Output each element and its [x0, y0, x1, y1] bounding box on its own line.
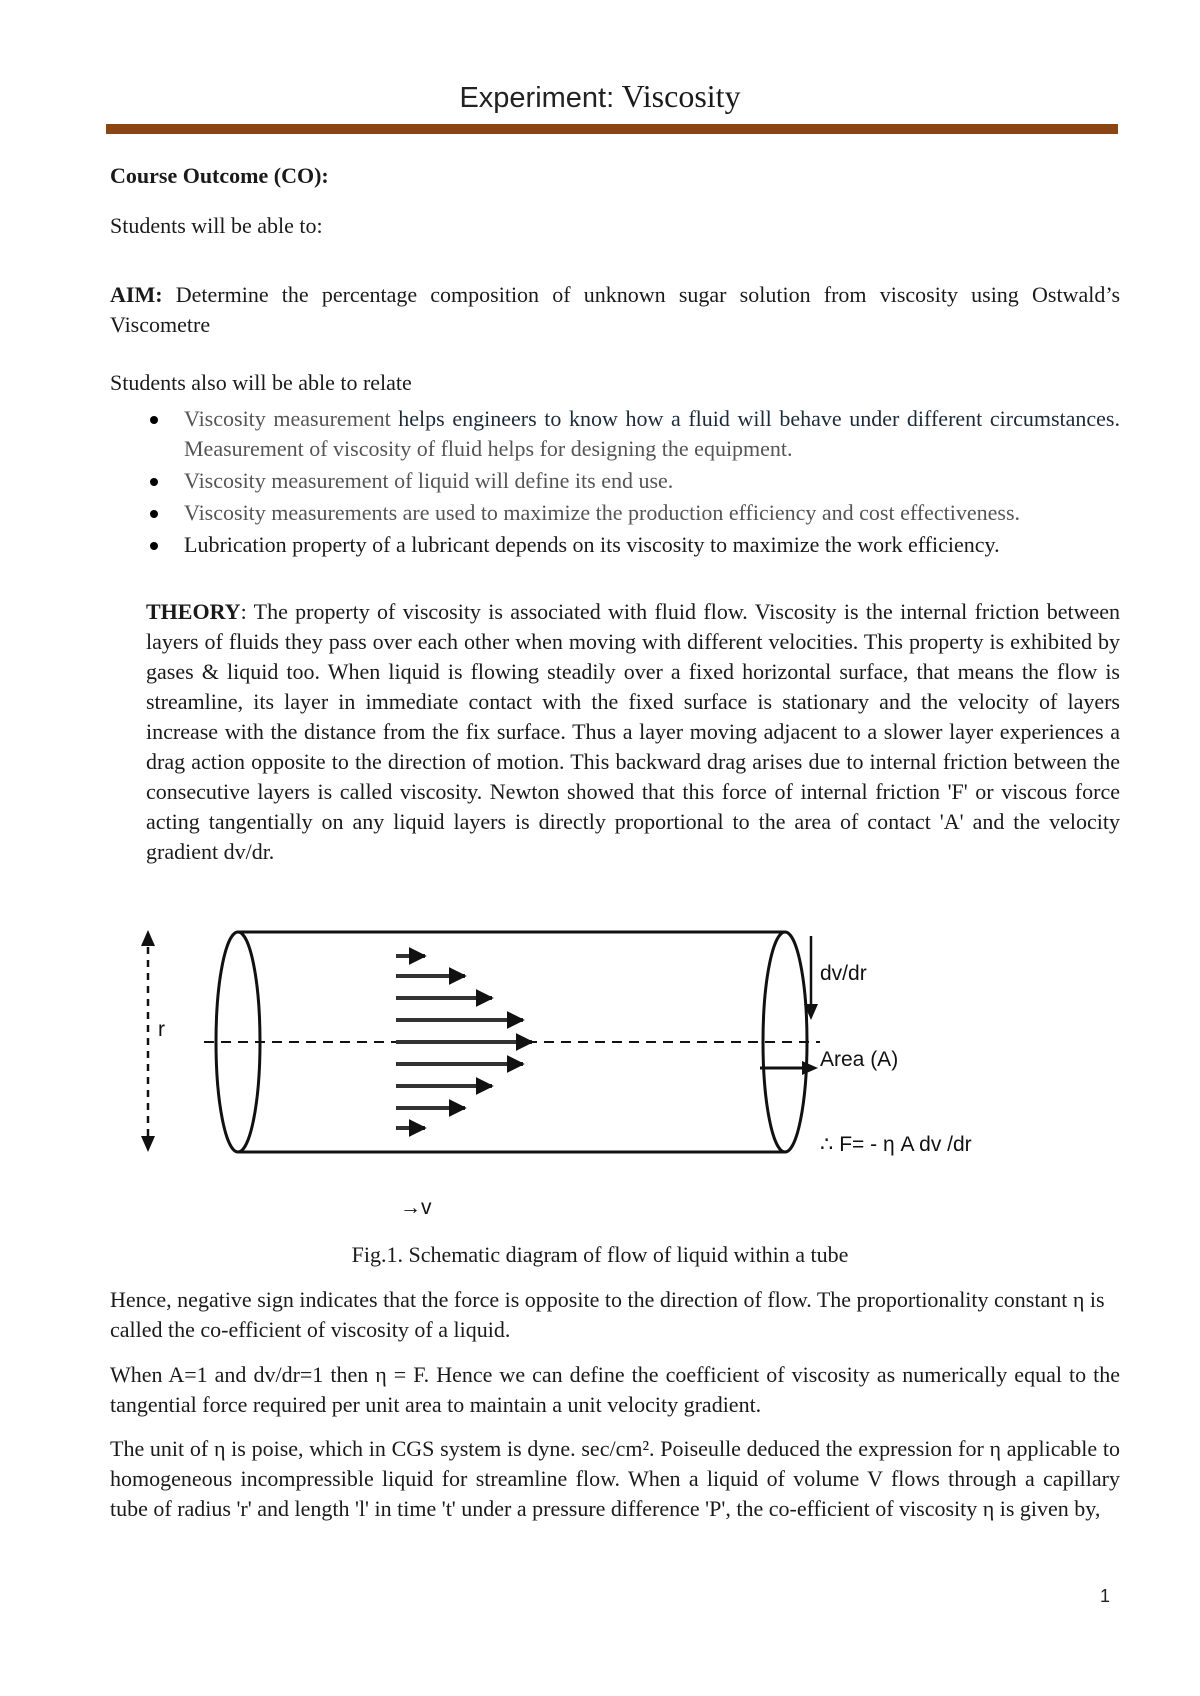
list-item — [110, 498, 1120, 528]
title-topic: Viscosity — [621, 78, 741, 114]
list-item-text: Measurement of viscosity of fluid helps for designing the equipment. — [184, 436, 793, 461]
page-title — [0, 76, 1200, 118]
list-item-text: helps engineers to know how a fluid will behave under different circumstances. — [390, 406, 1120, 431]
theory-text: : The property of viscosity is associated with fluid flow. Viscosity is the internal friction between layers of fluids they pass over each other when moving with different velocities. This property is exhibited by gases & liquid too. When liquid is flowing steadily over a fixed horizontal surface, that means the flow is streamline, its layer in immediate contact with the fixed surface is stationary and the velocity of layers increase with the distance from the fix surface. Thus a layer moving adjacent to a slower layer experiences a drag action opposite to the direction of motion. This backward drag arises due to internal friction between the consecutive layers is called viscosity. Newton showed that this force of internal friction 'F' or viscous force acting tangentially on any liquid layers is directly proportional to the area of contact 'A' and the velocity gradient dv/dr. — [146, 599, 1120, 864]
aim-text: Determine the percentage composition of unknown sugar solution from viscosity using Ostwald’s Viscometre — [110, 282, 1120, 337]
bullet-icon — [150, 416, 158, 424]
course-outcome-heading: Course Outcome (CO): — [110, 163, 329, 188]
radius-label: r — [158, 1018, 165, 1041]
page-number: 1 — [1100, 1586, 1111, 1606]
aim-label: AIM: — [110, 282, 163, 307]
list-item-text: Viscosity measurement of liquid will define its end use. — [184, 468, 674, 493]
course-outcome-intro: Students will be able to: — [110, 213, 323, 238]
unit-paragraph: The unit of η is poise, which in CGS system is dyne. sec/cm². Poiseulle deduced the expression for η applicable to homogeneous incompressible liquid for streamline flow. When a liquid of volume V flows through a capillary tube of radius 'r' and length 'l' in time 't' under a pressure difference 'P', the co-efficient of viscosity η is given by, — [110, 1436, 1120, 1521]
definition-paragraph: When A=1 and dv/dr=1 then η = F. Hence we can define the coefficient of viscosity as numerically equal to the tangential force required per unit area to maintain a unit velocity gradient. — [110, 1362, 1120, 1417]
flow-diagram — [130, 926, 1010, 1226]
velocity-profile — [396, 956, 532, 1128]
area-arrow — [760, 1061, 818, 1075]
formula-label: ∴ F= - η A dv /dr — [820, 1133, 972, 1156]
area-label: Area (A) — [820, 1048, 899, 1071]
bullet-icon — [150, 542, 158, 550]
bullet-icon — [150, 478, 158, 486]
relate-list — [110, 404, 1120, 562]
list-item-text: Lubrication property of a lubricant depends on its viscosity to maximize the work efficiency. — [184, 532, 1000, 557]
theory-paragraph — [146, 597, 1120, 867]
bullet-icon — [150, 510, 158, 518]
relate-intro: Students also will be able to relate — [110, 370, 412, 395]
list-item — [110, 404, 1120, 464]
list-item — [110, 466, 1120, 496]
tube-flow-figure — [130, 926, 1010, 1226]
radius-arrow — [141, 930, 155, 1152]
negative-sign-paragraph: Hence, negative sign indicates that the force is opposite to the direction of flow. The proportionality constant η is called the co-efficient of viscosity of a liquid. — [110, 1287, 1105, 1342]
title-divider — [106, 124, 1118, 134]
dvdr-label: dv/dr — [820, 962, 867, 985]
list-item — [110, 530, 1120, 560]
list-item-text: Viscosity measurement — [184, 406, 391, 431]
title-label: Experiment: — [459, 82, 615, 114]
theory-label: THEORY — [146, 599, 241, 624]
figure-caption: Fig.1. Schematic diagram of flow of liquid within a tube — [351, 1242, 849, 1267]
list-item-text: Viscosity measurements are used to maximize the production efficiency and cost effectiveness. — [184, 500, 1021, 525]
aim-paragraph — [110, 280, 1120, 340]
gradient-arrow — [804, 936, 818, 1020]
velocity-label: →v — [400, 1196, 432, 1219]
